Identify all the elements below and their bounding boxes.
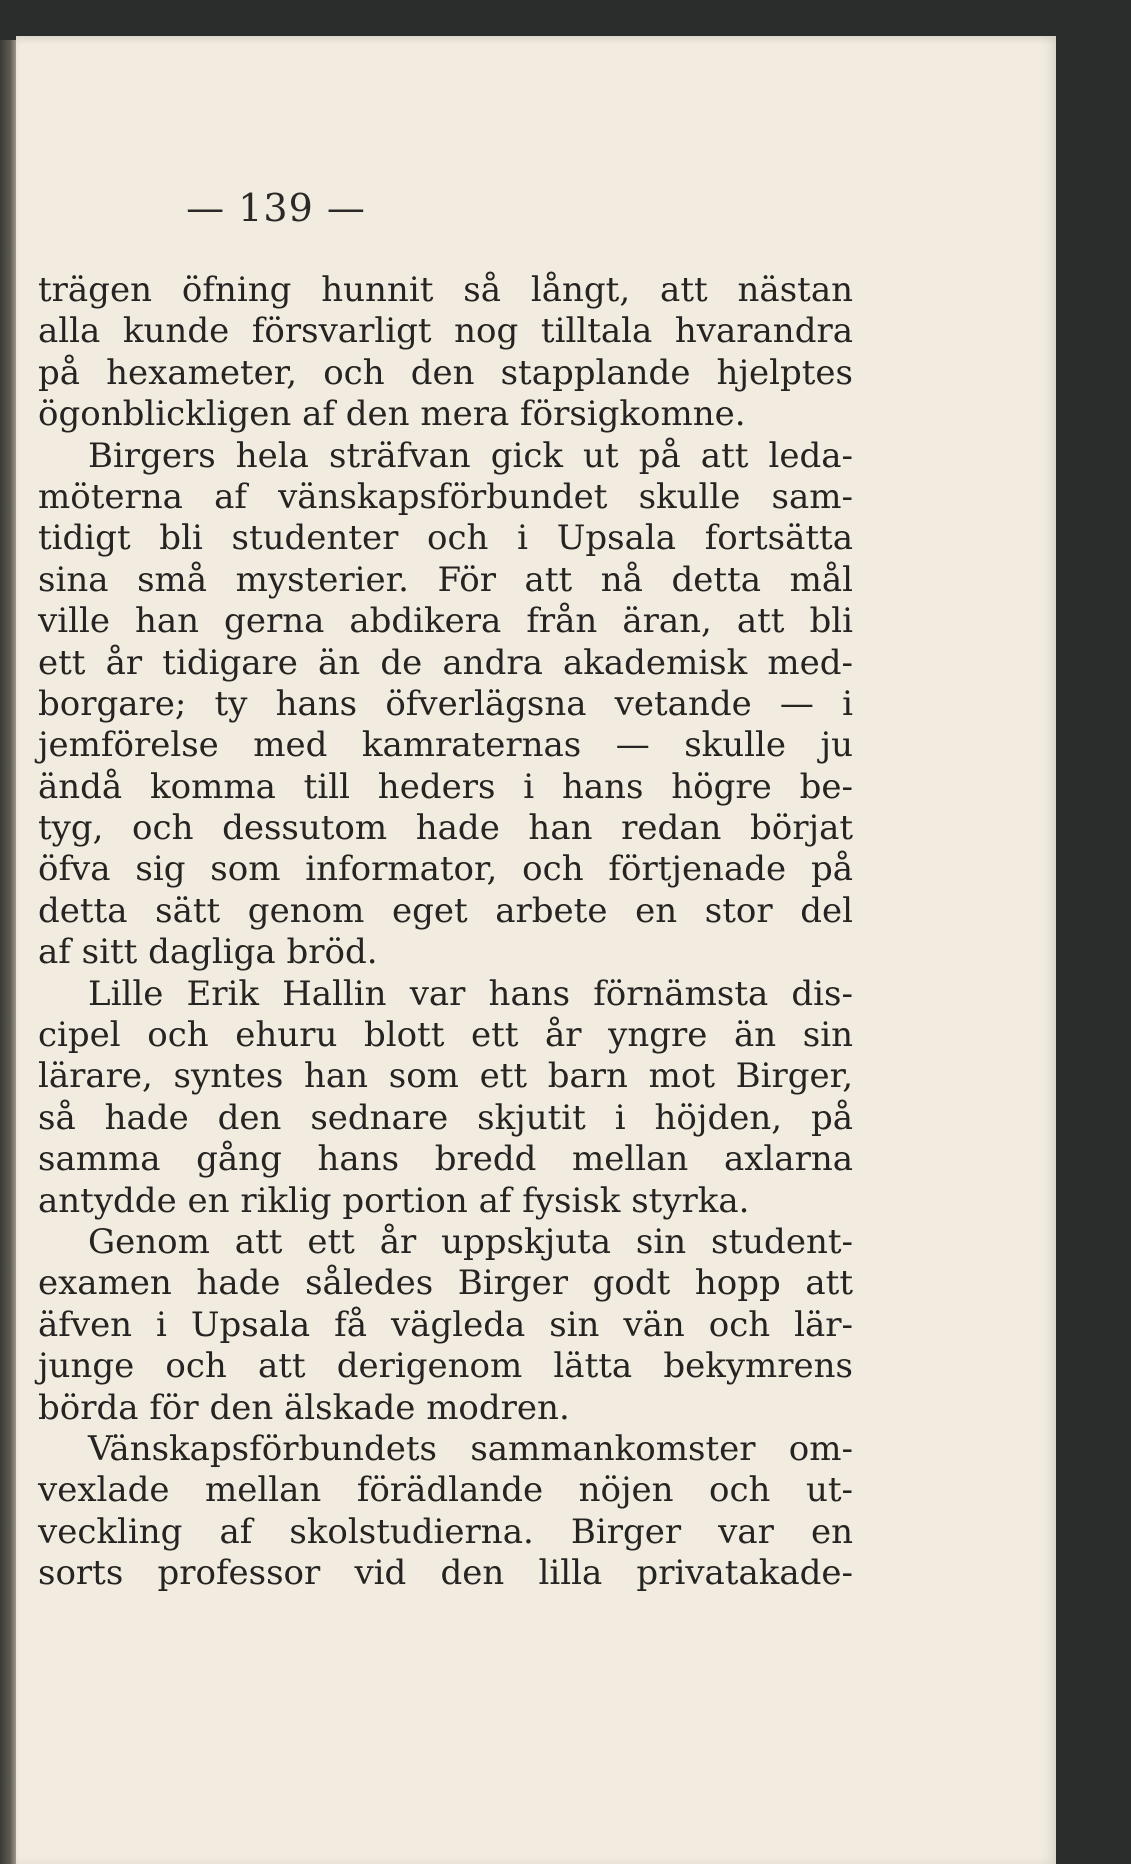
text-line: jemförelse med kamraternas — skulle ju	[38, 725, 853, 766]
text-line: börda för den älskade modren.	[38, 1387, 570, 1428]
text-line: Vänskapsförbundets sammankomster om-	[88, 1428, 853, 1469]
text-line: ögonblickligen af den mera försigkomne.	[38, 394, 746, 435]
text-line: examen hade således Birger godt hopp att	[38, 1263, 853, 1304]
text-line: Birgers hela sträfvan gick ut på att leda-	[88, 435, 853, 476]
page-number: — 139 —	[186, 186, 366, 230]
text-line: äfven i Upsala få vägleda sin vän och lär-	[38, 1304, 853, 1345]
text-line: Lille Erik Hallin var hans förnämsta dis-	[88, 973, 853, 1014]
text-line: på hexameter, och den stapplande hjelptes	[38, 352, 853, 393]
text-line: tyg, och dessutom hade han redan börjat	[38, 808, 853, 849]
text-line: trägen öfning hunnit så långt, att nästan	[38, 270, 853, 310]
text-line: sorts professor vid den lilla privatakade-	[38, 1553, 853, 1594]
text-line: lärare, syntes han som ett barn mot Birger,	[38, 1056, 853, 1097]
text-line: cipel och ehuru blott ett år yngre än sin	[38, 1015, 853, 1056]
text-line: ändå komma till heders i hans högre be-	[38, 766, 853, 807]
text-line: af sitt dagliga bröd.	[38, 932, 378, 973]
text-line: borgare; ty hans öfverlägsna vetande — i	[38, 683, 853, 724]
text-line: vexlade mellan förädlande nöjen och ut-	[38, 1470, 853, 1511]
text-line: samma gång hans bredd mellan axlarna	[38, 1139, 853, 1180]
text-line: så hade den sednare skjutit i höjden, på	[38, 1097, 853, 1138]
text-line: alla kunde försvarligt nog tilltala hvarandra	[38, 311, 853, 352]
text-line: junge och att derigenom lätta bekymrens	[38, 1346, 853, 1387]
text-line: veckling af skolstudierna. Birger var en	[38, 1511, 853, 1552]
text-line: ett år tidigare än de andra akademisk med-	[38, 642, 853, 683]
text-line: Genom att ett år uppskjuta sin student-	[88, 1221, 853, 1262]
text-line: möterna af vänskapsförbundet skulle sam-	[38, 476, 853, 517]
text-line: öfva sig som informator, och förtjenade på	[38, 849, 853, 890]
text-line: ville han gerna abdikera från äran, att bli	[38, 601, 853, 642]
book-page	[16, 36, 1056, 1864]
text-line: sina små mysterier. För att nå detta mål	[38, 559, 853, 600]
text-line: tidigt bli studenter och i Upsala fortsätta	[38, 518, 853, 559]
text-line: antydde en riklig portion af fysisk styrka.	[38, 1180, 750, 1221]
body-text	[38, 270, 853, 1595]
text-line: detta sätt genom eget arbete en stor del	[38, 890, 853, 931]
